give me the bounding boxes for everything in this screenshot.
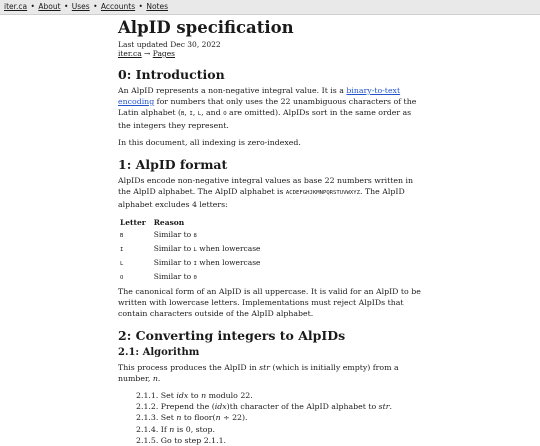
intro-text: are omitted). AlpIDs sort in the same order as the integers they represent.	[118, 108, 412, 130]
breadcrumb-home-link[interactable]: iter.ca	[118, 49, 142, 58]
excluded-letter-code: L	[197, 111, 202, 117]
reason-code: 8	[193, 233, 197, 239]
list-item: 2.1.2. Prepend the (idx)th character of the AlpID alphabet to str.	[136, 402, 392, 412]
intro-text: ,	[184, 108, 190, 117]
breadcrumb-pages-link[interactable]: Pages	[152, 49, 176, 58]
nav-accounts-link[interactable]: Accounts	[100, 2, 136, 11]
page-title: AlpID specification	[118, 18, 294, 37]
excluded-letter-code: O	[223, 111, 227, 117]
nav-home-link[interactable]: iter.ca	[4, 2, 28, 11]
letter-cell: L	[120, 261, 124, 267]
format-text: . The AlpID alphabet excludes 4 letters:	[118, 187, 405, 209]
alphabet-code: ACDEFGHJKMNPQRSTUVWXYZ	[285, 190, 360, 196]
top-nav	[0, 0, 540, 15]
nav-about-link[interactable]: About	[38, 2, 61, 11]
intro-paragraph	[118, 85, 426, 131]
nav-separator: •	[63, 2, 69, 11]
letter-cell: I	[120, 247, 124, 253]
section-introduction-heading: 0: Introduction	[118, 67, 225, 82]
list-item: 2.1.4. If n is 0, stop.	[136, 424, 215, 434]
indexing-note: In this document, all indexing is zero-indexed.	[118, 138, 301, 147]
intro-text: An AlpID represents a non-negative integral value. It is a	[118, 86, 347, 95]
section-converting-heading: 2: Converting integers to AlpIDs	[118, 328, 346, 343]
excluded-letter-code: B	[181, 111, 185, 117]
reason-cell: Similar to 8	[153, 230, 197, 239]
nav-notes-link[interactable]: Notes	[146, 2, 168, 11]
list-item: 2.1.3. Set n to floor(n ÷ 22).	[136, 413, 248, 423]
table-row	[120, 243, 269, 257]
nav-separator: •	[138, 2, 143, 11]
intro-text: , and	[201, 108, 224, 117]
intro-text: ,	[192, 108, 198, 117]
binary-to-text-encoding-link[interactable]: binary-to-text encoding	[118, 86, 401, 106]
list-item: 2.1.1. Set idx to n modulo 22.	[136, 391, 253, 400]
variable-n: n	[152, 374, 158, 383]
nav-uses-link[interactable]: Uses	[71, 2, 90, 11]
reason-cell: Similar to L when lowercase	[153, 244, 261, 253]
reason-code: 0	[193, 275, 197, 281]
last-updated: Last updated Dec 30, 2022	[118, 40, 221, 49]
letter-cell: O	[120, 275, 124, 281]
algorithm-subheading: 2.1: Algorithm	[118, 347, 200, 358]
list-item: 2.1.5. Go to step 2.1.1.	[136, 435, 227, 445]
canonical-form-paragraph: The canonical form of an AlpID is all uppercase. It is valid for an AlpID to be written with lowercase letters. Implementations must reject AlpIDs that contain characters outside of the AlpID alphabet.	[118, 287, 421, 318]
intro-text: for numbers that only uses the 22 unambiguous characters of the Latin alphabet (	[118, 97, 417, 117]
excluded-letter-code: I	[189, 111, 193, 117]
reason-cell: Similar to 0	[153, 272, 197, 281]
reason-code: L	[193, 247, 197, 253]
nav-separator: •	[30, 2, 35, 11]
nav-separator: •	[93, 2, 98, 11]
table-row	[120, 257, 269, 271]
column-header-letter: Letter	[120, 218, 146, 227]
table-row	[120, 229, 269, 243]
variable-str: str	[259, 363, 270, 372]
reason-code: I	[193, 261, 197, 267]
letter-cell: B	[120, 233, 124, 239]
algorithm-intro: This process produces the AlpID in str (which is initially empty) from a number, n.	[118, 363, 399, 383]
breadcrumb	[118, 49, 426, 58]
breadcrumb-arrow: →	[141, 49, 153, 58]
main-content	[118, 15, 426, 446]
section-format-heading: 1: AlpID format	[118, 157, 228, 172]
reason-cell: Similar to I when lowercase	[153, 258, 261, 267]
excluded-letters-table	[120, 216, 269, 285]
format-text: AlpIDs encode non-negative integral values as base 22 numbers written in the AlpID alphabet. The AlpID alphabet is	[118, 176, 414, 196]
table-row	[120, 271, 269, 285]
column-header-reason: Reason	[153, 218, 185, 227]
algorithm-steps	[136, 390, 426, 446]
format-paragraph	[118, 175, 426, 210]
